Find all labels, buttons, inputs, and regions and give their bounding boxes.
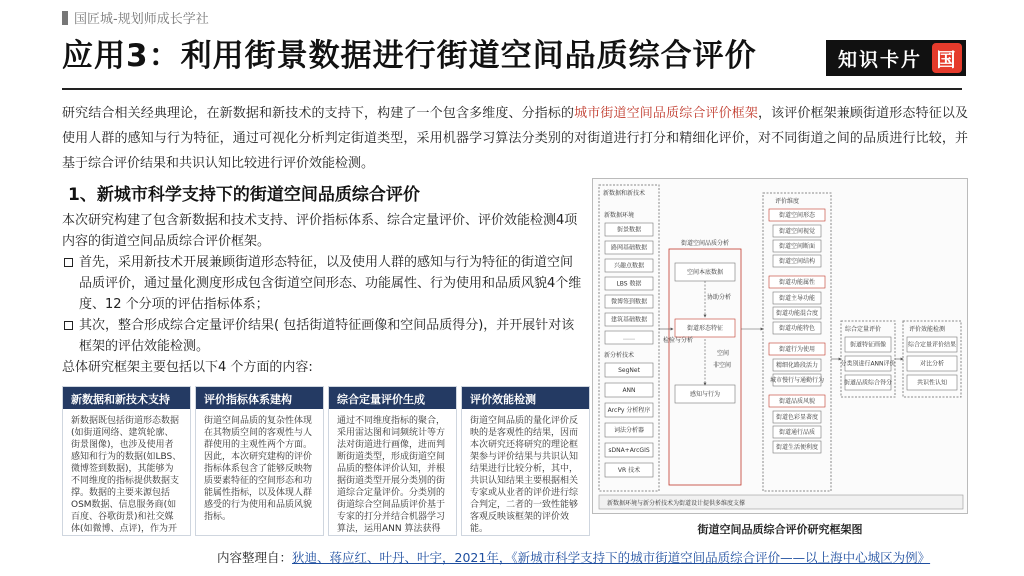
bullet-square-icon bbox=[64, 321, 73, 330]
card-body: 通过不同维度指标的聚合，采用雷达图和词频统计等方法对街道进行画像，进而判断街道类型，形成街道空间品质的整体评价认知，并根据街道类型开展分类别的街道综合定量评价。分类别的街道综合空间品质评价基于专家的打分并结合机器学习算法，运用ANN 算法获得 bbox=[337, 416, 446, 534]
card-title: 评价效能检测 bbox=[462, 387, 589, 409]
intro-paragraph bbox=[62, 101, 968, 176]
card-index-system bbox=[195, 386, 324, 536]
intro-part2: ，该评价框架兼顾街道形态特征以及使用人群的感知与行为特征，通过可视化分析判定街道类型，采用机器学习算法分类别的对街道进行打分和精细化评价，对不同街道之间的品质进行比较，并基于综合评价结果和共识认知比较进行评价效能检测。 bbox=[62, 106, 968, 171]
col3-item: 街道空间视觉 bbox=[778, 228, 816, 235]
col3-item: 街道功能特色 bbox=[778, 325, 816, 332]
col1-tech-item: SegNet bbox=[618, 367, 640, 374]
col5-item: 综合定量评价结果 bbox=[907, 341, 957, 349]
col4-item: 街道品质综合得分 bbox=[843, 379, 893, 387]
col1-data-item: LBS 数据 bbox=[616, 280, 642, 288]
framework-diagram bbox=[593, 179, 968, 514]
col3-item: 精细化路段活力 bbox=[775, 362, 819, 369]
col4-item: 分类别进行ANN评价 bbox=[840, 360, 896, 368]
col1-data-item: 兴趣点数据 bbox=[613, 262, 645, 270]
card-quant-eval bbox=[328, 386, 457, 536]
bullet-square-icon bbox=[64, 258, 73, 267]
card-body: 街道空间品质的量化评价反映的是客观性的结果，因而本次研究还将研究的理论框架参与评价结果与共识认知结果进行比较分析，其中，共识认知结果主要根据相关专家或从业者的评价进行综合判定，二者的一致性能够客观反映该框架的评价效能。 bbox=[470, 416, 579, 534]
col5-item: 对比分析 bbox=[919, 360, 945, 368]
intro-highlight: 城市街道空间品质综合评价框架 bbox=[574, 106, 758, 121]
col5-item: 共识性认知 bbox=[916, 379, 948, 387]
col4-title: 综合定量评价 bbox=[845, 326, 882, 333]
credit-reference-link[interactable]: 狄迪、蒋应红、叶丹、叶宇，2021年，《新城市科学支持下的城市街道空间品质综合评价——以上海中心城区为例》 bbox=[292, 550, 931, 565]
col2-box: 街道形态特征 bbox=[686, 325, 724, 332]
card-efficacy bbox=[461, 386, 590, 536]
col2-box: 空间本底数据 bbox=[686, 269, 724, 276]
col2-note-nonspatial: 非空间 bbox=[713, 362, 732, 369]
col1-data-item: 微博签到数据 bbox=[610, 298, 648, 306]
col1-sub: 新数据环境 bbox=[604, 212, 635, 219]
bullet-item bbox=[62, 252, 582, 315]
page-title: 应用3：利用街景数据进行街道空间品质综合评价 bbox=[62, 38, 757, 74]
col1-tech-title: 新分析技术 bbox=[604, 352, 635, 359]
col5-title: 评价效能检测 bbox=[909, 326, 946, 333]
col1-data-item: …… bbox=[623, 334, 635, 342]
col4-item: 街道特征画像 bbox=[849, 341, 887, 349]
credit-label: 内容整理自： bbox=[217, 550, 293, 565]
section-title: 1、新城市科学支持下的街道空间品质综合评价 bbox=[68, 185, 420, 205]
knowledge-card-badge bbox=[826, 40, 966, 76]
col3-title: 评价维度 bbox=[775, 198, 800, 205]
col3-item: 街道空间断面 bbox=[778, 243, 816, 250]
col1-tech-item: sDNA+ArcGIS bbox=[608, 447, 650, 454]
framework-cards bbox=[62, 386, 590, 536]
card-title: 评价指标体系建构 bbox=[196, 387, 323, 409]
brand-bar-icon bbox=[62, 11, 68, 25]
col1-data-item: 街景数据 bbox=[616, 226, 642, 234]
intro-part1: 研究结合相关经典理论，在新数据和新技术的支持下，构建了一个包含多维度、分指标的 bbox=[62, 106, 575, 121]
col3-item: 街道通行品质 bbox=[778, 429, 816, 436]
col1-tech-item: 词法分析器 bbox=[613, 427, 645, 434]
badge-text: 知识卡片 bbox=[838, 48, 923, 71]
brand-text: 国匠城-规划师成长学社 bbox=[74, 12, 209, 27]
section-para2: 总体研究框架主要包括以下4 个方面的内容: bbox=[62, 360, 313, 375]
col2-note-check: 检验与分析 bbox=[663, 337, 694, 344]
col3-item: 街道生活便利度 bbox=[775, 444, 819, 451]
bullet-item bbox=[62, 315, 582, 357]
col3-group-head: 街道空间形态 bbox=[778, 212, 816, 219]
card-body: 街道空间品质的复杂性体现在其物质空间的客观性与人群使用的主观性两个方面。因此，本次研究建构的评价指标体系包含了能够反映物质要素特征的空间形态和功能属性指标，以及体现人群感受的行为使用和品质风貌指标。 bbox=[204, 416, 313, 522]
framework-figure bbox=[592, 178, 968, 514]
credit-line bbox=[217, 548, 930, 566]
col1-data-item: 路网基础数据 bbox=[610, 244, 648, 252]
card-data-tech bbox=[62, 386, 191, 536]
col3-group-head: 街道品质风貌 bbox=[778, 398, 816, 405]
col2-title: 街道空间品质分析 bbox=[681, 240, 730, 247]
col1-tech-item: VR 技术 bbox=[617, 467, 641, 474]
col3-item: 街道空间结构 bbox=[778, 258, 816, 265]
col1-title: 新数据和新技术 bbox=[603, 190, 646, 197]
col3-item: 街道色彩显著度 bbox=[775, 414, 819, 421]
col3-item: 城市慢行与通勤行为 bbox=[769, 377, 825, 384]
brand-label bbox=[62, 8, 209, 27]
fig-footer: 新数据环境与新分析技术为街道设计提供多维度支撑 bbox=[607, 500, 746, 507]
col2-note-spatial: 空间 bbox=[717, 350, 730, 357]
col2-box: 感知与行为 bbox=[689, 391, 721, 398]
col3-group-head: 街道功能属性 bbox=[778, 279, 816, 286]
bullet-text-1: 首先，采用新技术开展兼顾街道形态特征，以及使用人群的感知与行为特征的街道空间品质评价，通过量化测度形成包含街道空间形态、功能属性、行为使用和品质风貌4个维度、12 个分项的评估指标体系； bbox=[79, 255, 582, 312]
col3-item: 街道功能混合度 bbox=[775, 310, 819, 317]
card-title: 综合定量评价生成 bbox=[329, 387, 456, 409]
col3-item: 街道主导功能 bbox=[778, 295, 816, 302]
bullet-text-2: 其次，整合形成综合定量评价结果( 包括街道特征画像和空间品质得分)，并开展针对该框架的评估效能检测。 bbox=[79, 318, 575, 354]
card-title: 新数据和新技术支持 bbox=[63, 387, 190, 409]
card-body: 新数据既包括街道形态数据(如街道网络、建筑轮廓、街景图像)，也涉及使用者感知和行为的数据(如LBS、微博签到数据)，其能够为不同维度的指标提供数据支撑。数据的主要来源包括OSM数据、信息服务商(如百度、谷歌街景)和社交媒体(如微博、点评)，作为开 bbox=[71, 416, 182, 534]
col1-tech-item: ANN bbox=[622, 387, 636, 394]
figure-caption: 街道空间品质综合评价研究框架图 bbox=[697, 523, 863, 536]
col1-data-item: 建筑基础数据 bbox=[610, 316, 648, 324]
title-divider bbox=[62, 88, 962, 90]
col2-note-assist: 协助分析 bbox=[707, 294, 732, 301]
brand-logo-icon: 国 bbox=[932, 43, 962, 73]
col3-group-head: 街道行为使用 bbox=[778, 346, 816, 353]
section-body bbox=[62, 210, 582, 378]
section-para1: 本次研究构建了包含新数据和技术支持、评价指标体系、综合定量评价、评价效能检测4项内容的街道空间品质综合评价框架。 bbox=[62, 213, 578, 249]
col1-tech-item: ArcPy 分析程序 bbox=[607, 407, 651, 414]
